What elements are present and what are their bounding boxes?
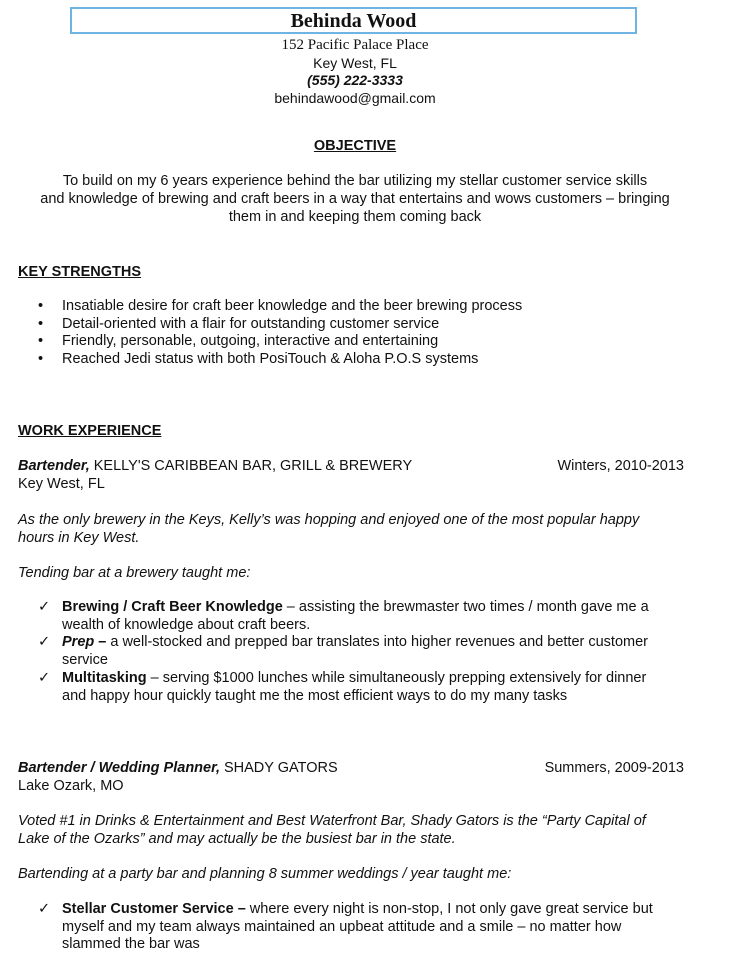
checkmark-icon: ✓ (38, 669, 51, 686)
job-employer: KELLY'S CARIBBEAN BAR, GRILL & BREWERY (89, 458, 413, 474)
skill-label: Multitasking (62, 669, 147, 686)
checkmark-icon: ✓ (38, 634, 51, 651)
skill-text: slammed the bar was (62, 936, 200, 953)
objective-line: and knowledge of brewing and craft beers in a way that entertains and wows customers – bringing (40, 191, 670, 207)
checkmark-icon: ✓ (38, 599, 51, 615)
experience-heading: WORK EXPERIENCE (18, 423, 162, 439)
job-title-line (18, 457, 412, 475)
job-intro: Tending bar at a brewery taught me: (18, 565, 251, 581)
list-item: • Detail-oriented with a flair for outstanding customer service (18, 316, 522, 334)
skill-text: a well-stocked and prepped bar translates into higher revenues and better customer (106, 634, 648, 651)
list-item: • Reached Jedi status with both PosiTouch & Aloha P.O.S systems (18, 351, 522, 369)
objective-line: them in and keeping them coming back (228, 209, 482, 225)
city-line: Key West, FL (313, 54, 397, 71)
job-description-line: hours in Key West. (18, 530, 140, 546)
list-item: • Insatiable desire for craft beer knowledge and the beer brewing process (18, 298, 522, 316)
skill-text: where every night is non-stop, I not only gave great service but (245, 901, 653, 917)
job-dates: Summers, 2009-2013 (544, 760, 684, 776)
strengths-heading: KEY STRENGTHS (18, 264, 142, 280)
skill-text: and happy hour quickly taught me the most efficient ways to do my many tasks (62, 687, 568, 704)
skill-label: Stellar Customer Service – (62, 901, 246, 917)
job-description (18, 812, 646, 848)
skill-text: wealth of knowledge about craft beers. (62, 616, 311, 633)
name-box (70, 7, 637, 34)
skill-text: myself and my team always maintained an upbeat attitude and a smile – no matter how (62, 918, 622, 935)
skill-text: – assisting the brewmaster two times / month gave me a (282, 599, 649, 615)
checkmark-icon: ✓ (38, 901, 51, 917)
email-line: behindawood@gmail.com (274, 89, 436, 106)
job-title: Bartender / Wedding Planner, (18, 760, 220, 776)
job-title: Bartender, (18, 458, 90, 474)
job-description-line: Voted #1 in Drinks & Entertainment and Best Waterfront Bar, Shady Gators is the “Party Capital of (18, 813, 646, 829)
job-description-line: As the only brewery in the Keys, Kelly’s was hopping and enjoyed one of the most popular happy (18, 512, 640, 528)
job-skills-list (18, 901, 698, 954)
skill-label: Prep – (62, 634, 107, 651)
phone-line: (555) 222-3333 (307, 72, 403, 88)
strengths-list (18, 298, 522, 369)
objective-text (0, 172, 710, 226)
list-item (18, 599, 698, 634)
list-item: • Friendly, personable, outgoing, interactive and entertaining (18, 333, 522, 351)
job-location: Key West, FL (18, 476, 105, 492)
objective-line: To build on my 6 years experience behind the bar utilizing my stellar customer service skills (62, 173, 648, 189)
skill-text: service (62, 652, 108, 669)
job-skills-list (18, 599, 698, 705)
list-item (18, 634, 698, 669)
job-title-line (18, 759, 338, 777)
job-employer: SHADY GATORS (219, 760, 338, 776)
job-dates: Winters, 2010-2013 (557, 458, 684, 474)
list-item (18, 670, 698, 705)
objective-heading: OBJECTIVE (313, 138, 397, 154)
job-description-line: Lake of the Ozarks” and may actually be the busiest bar in the state. (18, 831, 456, 847)
list-item (18, 901, 698, 954)
candidate-name: Behinda Wood (290, 9, 417, 32)
address-line: 152 Pacific Palace Place (281, 37, 429, 53)
job-intro: Bartending at a party bar and planning 8 summer weddings / year taught me: (18, 866, 512, 882)
job-description (18, 511, 639, 547)
job-location: Lake Ozark, MO (18, 778, 124, 794)
skill-label: Brewing / Craft Beer Knowledge (62, 599, 283, 615)
contact-block (0, 37, 710, 107)
skill-text: – serving $1000 lunches while simultaneously prepping extensively for dinner (146, 669, 647, 686)
